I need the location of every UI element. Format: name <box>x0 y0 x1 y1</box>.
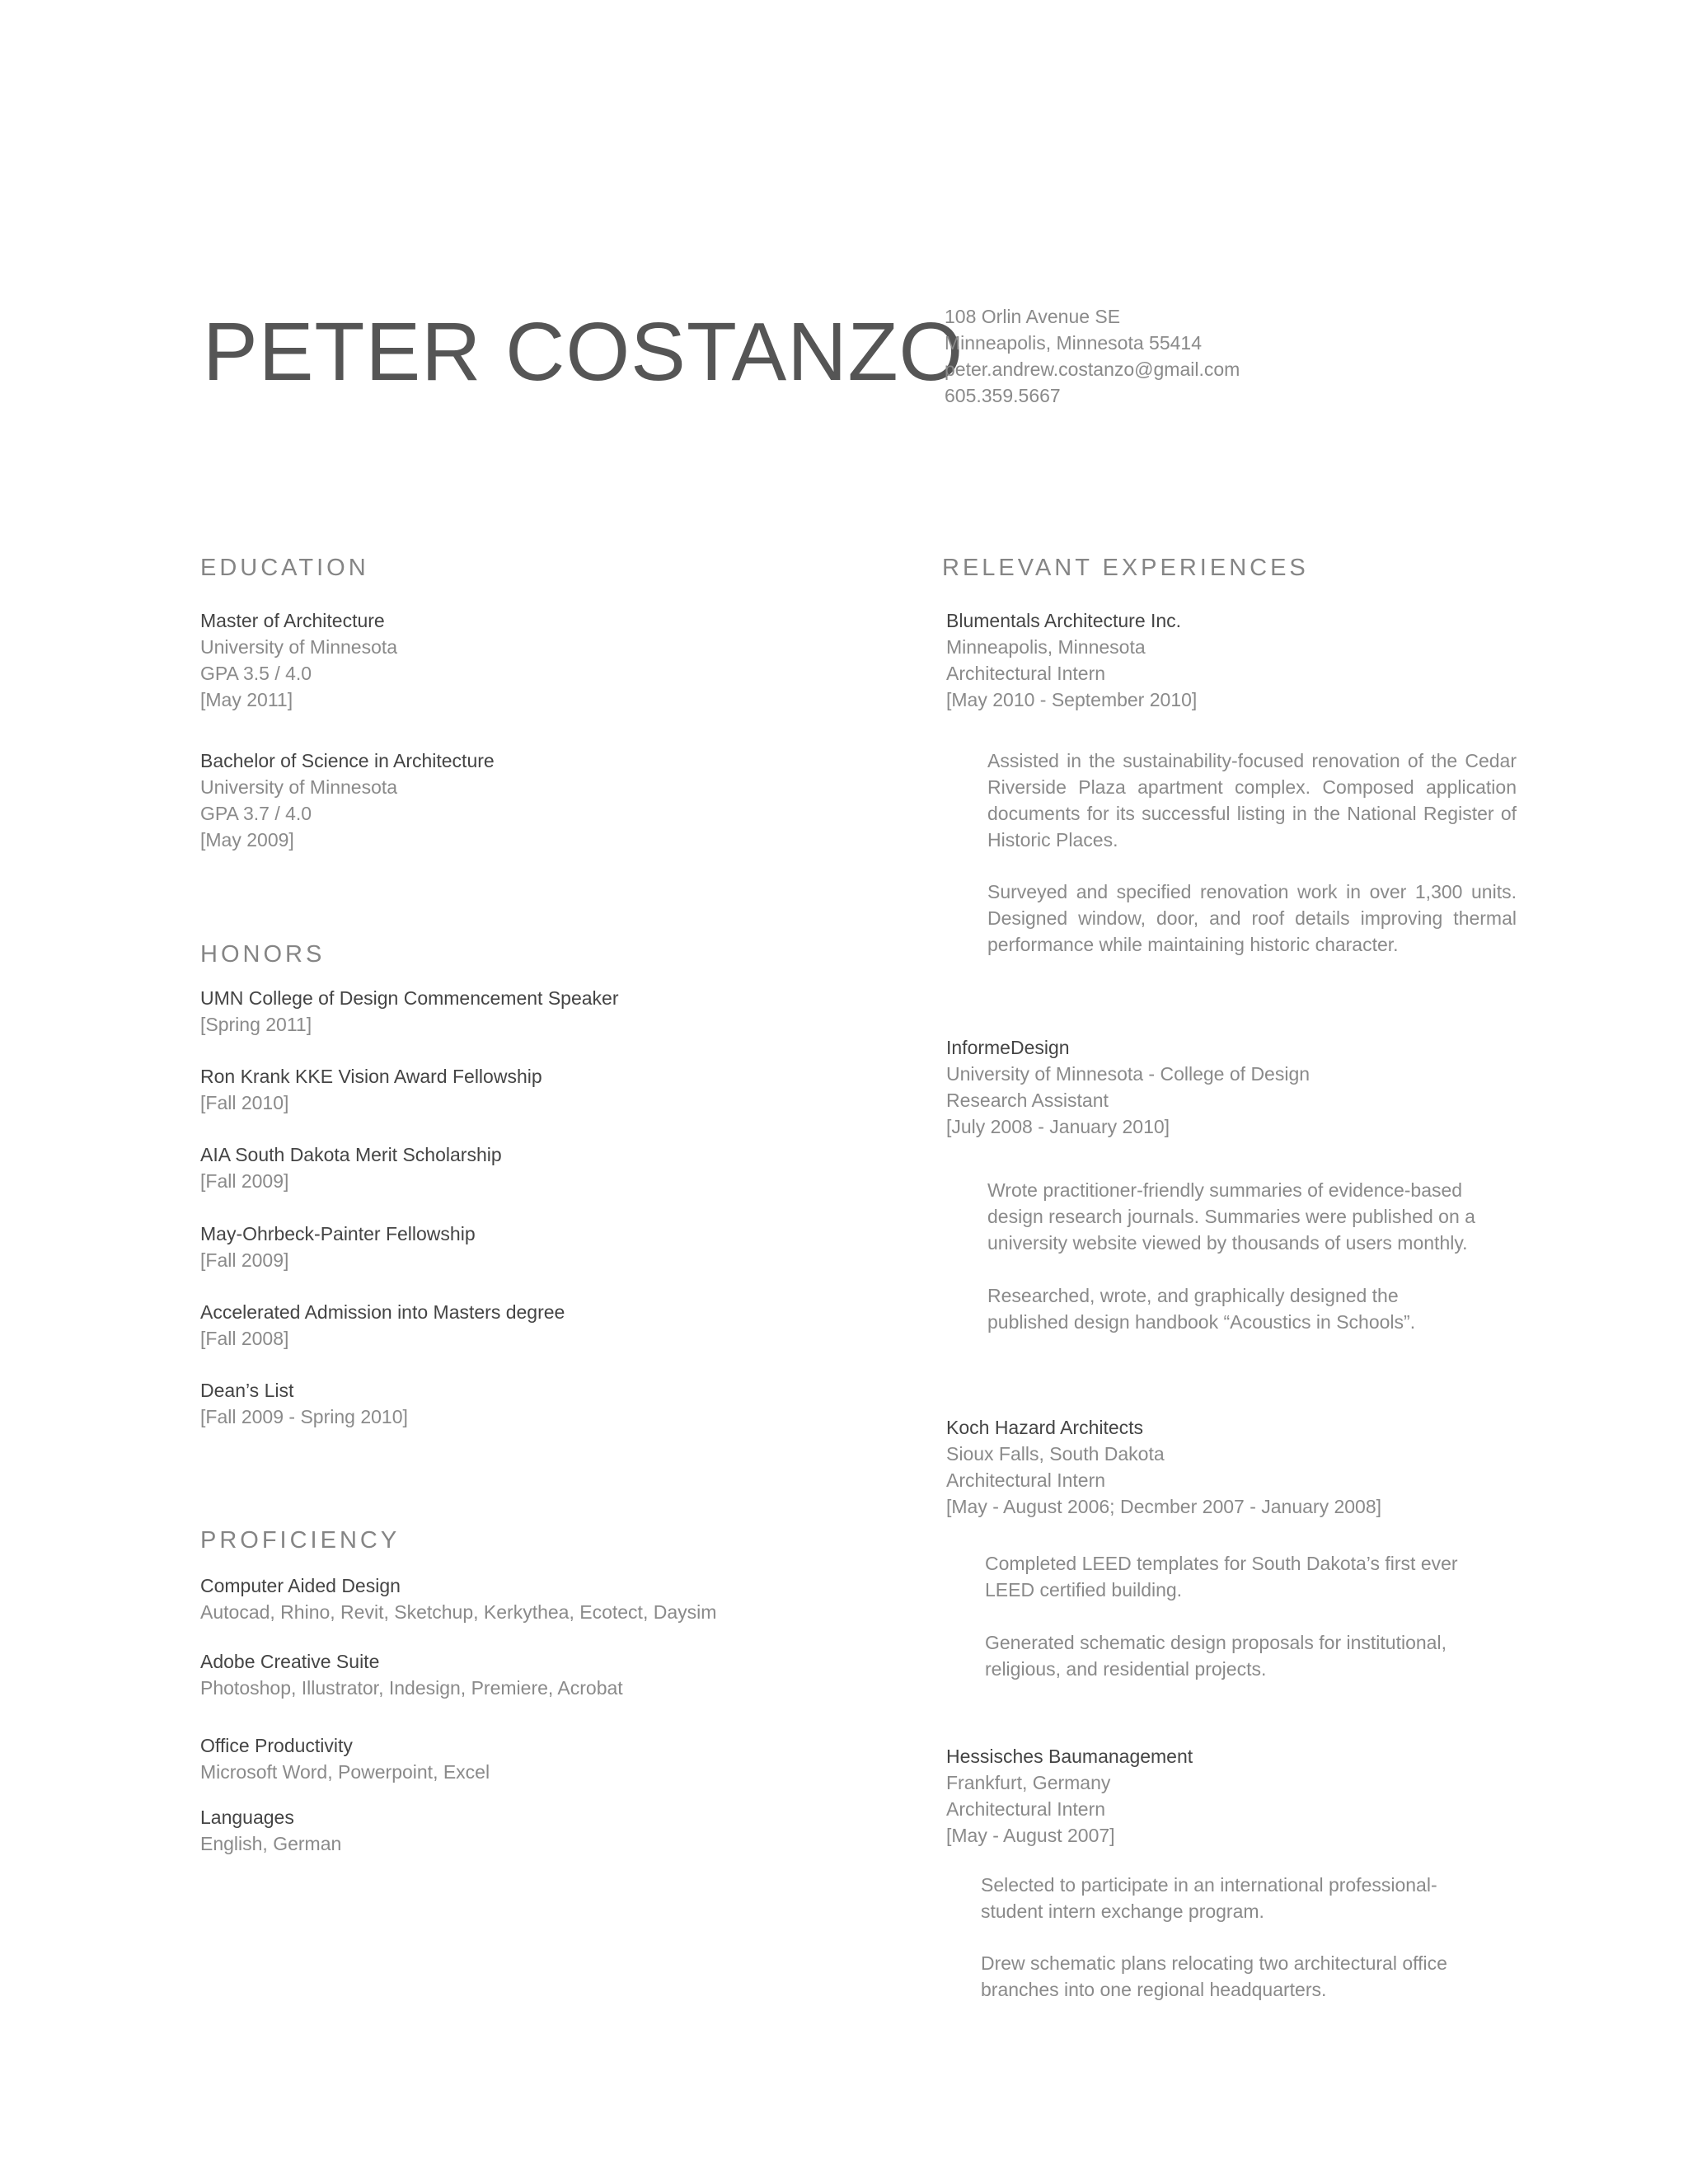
address-line-1: 108 Orlin Avenue SE <box>945 306 1121 327</box>
address-line-2: Minneapolis, Minnesota 55414 <box>945 332 1202 354</box>
education-heading: EDUCATION <box>200 555 369 581</box>
experience-item <box>946 1034 1310 1140</box>
experience-description: Selected to participate in an international professional-student intern exchange program. <box>981 1874 1437 1922</box>
honor-title: UMN College of Design Commencement Speaker <box>200 987 619 1009</box>
honor-date: [Fall 2009 - Spring 2010] <box>200 1406 408 1427</box>
degree: Bachelor of Science in Architecture <box>200 750 495 771</box>
location: Frankfurt, Germany <box>946 1772 1111 1793</box>
school: University of Minnesota <box>200 776 398 798</box>
experience-heading: RELEVANT EXPERIENCES <box>942 555 1309 581</box>
experience-description: Generated schematic design proposals for institutional, religious, and residential projects. <box>985 1632 1447 1680</box>
dates: [May - August 2006; Decmber 2007 - January 2008] <box>946 1496 1382 1517</box>
honor-date: [Spring 2011] <box>200 1014 312 1035</box>
proficiency-heading: PROFICIENCY <box>200 1527 401 1554</box>
location: Sioux Falls, South Dakota <box>946 1443 1165 1465</box>
honor-title: Dean’s List <box>200 1380 294 1401</box>
role: Architectural Intern <box>946 663 1106 684</box>
phone: 605.359.5667 <box>945 385 1061 406</box>
honor-item <box>200 1221 476 1273</box>
resume-name: PETER COSTANZO <box>203 306 964 398</box>
honor-date: [Fall 2010] <box>200 1092 289 1113</box>
experience-item <box>946 1743 1193 1849</box>
experience-description: Researched, wrote, and graphically designed the published design handbook “Acoustics in Schools”. <box>987 1285 1416 1333</box>
skill-category: Adobe Creative Suite <box>200 1651 380 1672</box>
proficiency-item <box>200 1648 623 1701</box>
honor-item <box>200 1299 565 1352</box>
company: Koch Hazard Architects <box>946 1417 1144 1438</box>
experience-item <box>946 607 1197 713</box>
proficiency-item <box>200 1572 716 1625</box>
degree: Master of Architecture <box>200 610 385 631</box>
honor-date: [Fall 2009] <box>200 1170 289 1192</box>
honor-item <box>200 985 619 1038</box>
role: Architectural Intern <box>946 1469 1106 1491</box>
gpa: GPA 3.7 / 4.0 <box>200 803 312 824</box>
skill-category: Languages <box>200 1807 294 1828</box>
date: [May 2009] <box>200 829 294 851</box>
skill-list: Photoshop, Illustrator, Indesign, Premiere, Acrobat <box>200 1677 623 1699</box>
honor-item <box>200 1377 408 1430</box>
experience-description: Wrote practitioner-friendly summaries of evidence-based design research journals. Summaries were published on a university website viewed by thousands of users monthly. <box>987 1179 1475 1254</box>
contact-info <box>945 303 1240 409</box>
dates: [May 2010 - September 2010] <box>946 689 1198 710</box>
experience-description: Surveyed and specified renovation work in over 1,300 units. Designed window, door, and roof details improving thermal performance while maintaining historic character. <box>987 881 1517 955</box>
proficiency-item <box>200 1804 341 1857</box>
role: Research Assistant <box>946 1090 1109 1111</box>
honor-date: [Fall 2008] <box>200 1328 289 1349</box>
skill-list: English, German <box>200 1833 342 1854</box>
experience-item <box>946 1414 1381 1520</box>
honor-title: May-Ohrbeck-Painter Fellowship <box>200 1223 476 1244</box>
proficiency-item <box>200 1732 490 1785</box>
honor-title: AIA South Dakota Merit Scholarship <box>200 1144 502 1165</box>
date: [May 2011] <box>200 689 293 710</box>
dates: [July 2008 - January 2010] <box>946 1116 1170 1137</box>
honor-title: Accelerated Admission into Masters degree <box>200 1301 565 1323</box>
education-item <box>200 748 495 853</box>
experience-description: Assisted in the sustainability-focused renovation of the Cedar Riverside Plaza apartment complex. Composed application documents for its successful listing in the National Register of Historic Places. <box>987 750 1517 851</box>
location: Minneapolis, Minnesota <box>946 636 1146 658</box>
dates: [May - August 2007] <box>946 1825 1115 1846</box>
skill-category: Office Productivity <box>200 1735 353 1756</box>
school: University of Minnesota <box>200 636 398 658</box>
honor-item <box>200 1063 542 1116</box>
skill-list: Autocad, Rhino, Revit, Sketchup, Kerkythea, Ecotect, Daysim <box>200 1601 717 1623</box>
education-item <box>200 607 397 713</box>
experience-description: Drew schematic plans relocating two architectural office branches into one regional headquarters. <box>981 1952 1447 2000</box>
company: Blumentals Architecture Inc. <box>946 610 1182 631</box>
skill-list: Microsoft Word, Powerpoint, Excel <box>200 1761 490 1783</box>
gpa: GPA 3.5 / 4.0 <box>200 663 312 684</box>
experience-description: Completed LEED templates for South Dakota’s first ever LEED certified building. <box>985 1553 1458 1601</box>
honor-date: [Fall 2009] <box>200 1249 289 1271</box>
company: Hessisches Baumanagement <box>946 1746 1193 1767</box>
role: Architectural Intern <box>946 1798 1106 1820</box>
skill-category: Computer Aided Design <box>200 1575 401 1596</box>
honor-title: Ron Krank KKE Vision Award Fellowship <box>200 1066 542 1087</box>
honors-heading: HONORS <box>200 941 326 968</box>
honor-item <box>200 1141 502 1194</box>
location: University of Minnesota - College of Design <box>946 1063 1311 1085</box>
email: peter.andrew.costanzo@gmail.com <box>945 359 1240 380</box>
company: InformeDesign <box>946 1037 1070 1058</box>
